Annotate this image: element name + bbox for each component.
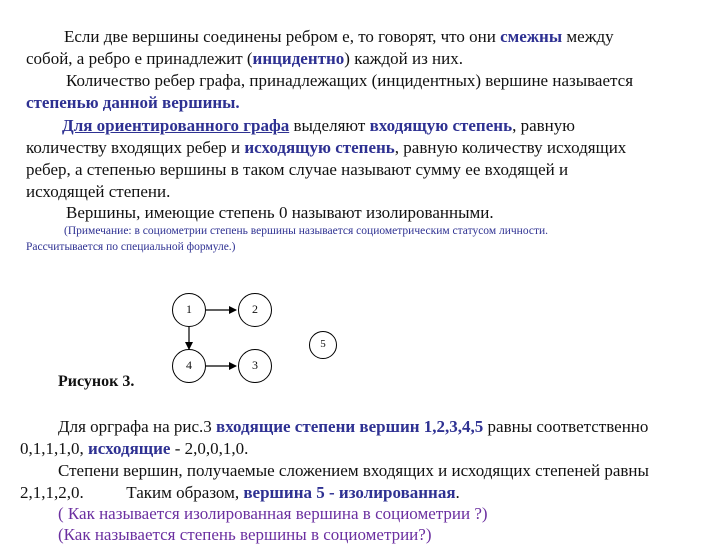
- question-2: (Как называется степень вершины в социометрии?): [58, 525, 432, 544]
- text-span: равны соответственно: [483, 417, 649, 436]
- node-1: 1: [172, 293, 206, 327]
- node-4: 4: [172, 349, 206, 383]
- node-2: 2: [238, 293, 272, 327]
- para4-line: Вершины, имеющие степень 0 называют изолированными.: [66, 203, 494, 222]
- text-span: 2,1,1,2,0. Таким образом,: [20, 483, 244, 502]
- note-line2: Рассчитывается по специальной формуле.): [26, 241, 236, 253]
- text-span: Если две вершины соединены ребром е, то говорят, что они: [64, 27, 501, 46]
- para6-line2: [20, 483, 460, 503]
- node-5: 5: [309, 331, 337, 359]
- note-line1: (Примечание: в социометрии степень вершины называется социометрическим статусом личности.: [64, 225, 549, 237]
- text-span: .: [455, 483, 460, 502]
- para5-line1: [58, 417, 648, 437]
- text-span: Для орграфа на рис.3: [58, 417, 217, 436]
- question-1: ( Как называется изолированная вершина в социометрии ?): [58, 504, 488, 523]
- term-out-degrees: исходящие: [88, 439, 171, 458]
- text-span: ) каждой из них.: [344, 49, 464, 68]
- text-span: , равную количеству исходящих: [394, 138, 627, 157]
- text-span: количеству входящих ребер и: [26, 138, 245, 157]
- term-adjacent: смежны: [500, 27, 563, 46]
- text-span: 0,1,1,1,0,: [20, 439, 88, 458]
- para3-line4: исходящей степени.: [26, 182, 171, 201]
- text-span: - 2,0,0,1,0.: [170, 439, 249, 458]
- term-in-degree: входящую степень: [369, 116, 513, 135]
- text-span: собой, а ребро е принадлежит (: [26, 49, 253, 68]
- term-vertex-degree: степенью данной вершины.: [26, 93, 240, 112]
- text-span: выделяют: [289, 116, 370, 135]
- figure-caption: Рисунок 3.: [58, 373, 135, 390]
- term-oriented-graph: Для ориентированного графа: [62, 116, 290, 135]
- para5-line2: [20, 439, 248, 459]
- term-out-degree: исходящую степень: [244, 138, 395, 157]
- text-span: между: [562, 27, 614, 46]
- para3-line3: ребер, а степенью вершины в таком случае называют сумму ее входящей и: [26, 160, 569, 179]
- text-span: , равную: [512, 116, 575, 135]
- para6-line1: Степени вершин, получаемые сложением входящих и исходящих степеней равны: [58, 461, 649, 480]
- term-in-degrees: входящие степени вершин 1,2,3,4,5: [216, 417, 484, 436]
- node-3: 3: [238, 349, 272, 383]
- term-incident: инцидентно: [252, 49, 345, 68]
- term-isolated-vertex: вершина 5 - изолированная: [243, 483, 456, 502]
- para2-line1: Количество ребер графа, принадлежащих (инцидентных) вершине называется: [66, 71, 634, 90]
